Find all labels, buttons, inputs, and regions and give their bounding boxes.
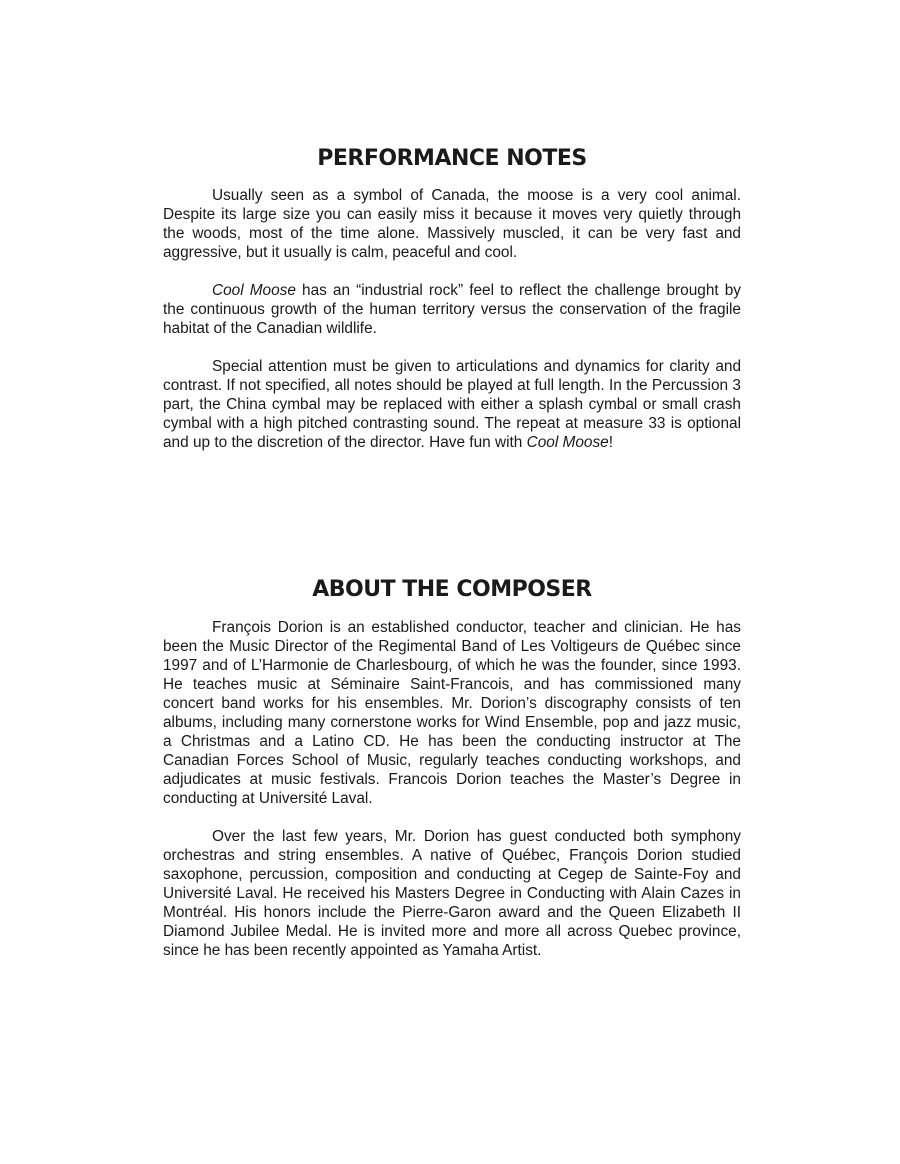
performance-notes-paragraph-3	[163, 357, 741, 452]
paragraph-text: has an “industrial rock” feel to reflect the challenge brought by the continuous growth of the human territory versus the conservation of the fragile habitat of the Canadian wildlife.	[163, 282, 741, 337]
performance-notes-heading: PERFORMANCE NOTES	[317, 146, 587, 171]
performance-notes-body	[163, 186, 741, 471]
about-composer-body	[163, 618, 741, 979]
paragraph-end: !	[608, 434, 614, 451]
about-composer-paragraph-1: François Dorion is an established conductor, teacher and clinician. He has been the Music Director of the Regimental Band of Les Voltigeurs de Québec since 1997 and of L’Harmonie de Charlesbourg, of which he was the founder, since 1993. He teaches music at Séminaire Saint-Francois, and has commissioned many concert band works for his ensembles. Mr. Dorion’s discography consists of ten albums, including many cornerstone works for Wind Ensemble, pop and jazz music, a Christmas and a Latino CD. He has been the conducting instructor at The Canadian Forces School of Music, regularly teaches conducting workshops, and adjudicates at music festivals. Francois Dorion teaches the Master’s Degree in conducting at Université Laval.	[163, 619, 741, 807]
about-composer-paragraph-2: Over the last few years, Mr. Dorion has guest conducted both symphony orchestras and string ensembles. A native of Québec, François Dorion studied saxophone, percussion, composition and conducting at Cegep de Sainte-Foy and Université Laval. He received his Masters Degree in Conducting with Alain Cazes in Montréal. His honors include the Pierre-Garon award and the Queen Elizabeth II Diamond Jubilee Medal. He is invited more and more all across Quebec province, since he has been recently appointed as Yamaha Artist.	[163, 828, 741, 959]
performance-notes-paragraph-2	[163, 281, 741, 338]
paragraph-text: Special attention must be given to articulations and dynamics for clarity and contrast. If not specified, all notes should be played at full length. In the Percussion 3 part, the China cymbal may be replaced with either a splash cymbal or small crash cymbal with a high pitched contrasting sound. The repeat at measure 33 is optional and up to the discretion of the director. Have fun with	[163, 358, 741, 451]
piece-title: Cool Moose	[212, 282, 296, 299]
about-composer-heading: ABOUT THE COMPOSER	[312, 577, 592, 602]
performance-notes-paragraph-1: Usually seen as a symbol of Canada, the moose is a very cool animal. Despite its large size you can easily miss it because it moves very quietly through the woods, most of the time alone. Massively muscled, it can be very fast and aggressive, but it usually is calm, peaceful and cool.	[163, 187, 741, 261]
piece-title: Cool Moose	[526, 434, 609, 451]
